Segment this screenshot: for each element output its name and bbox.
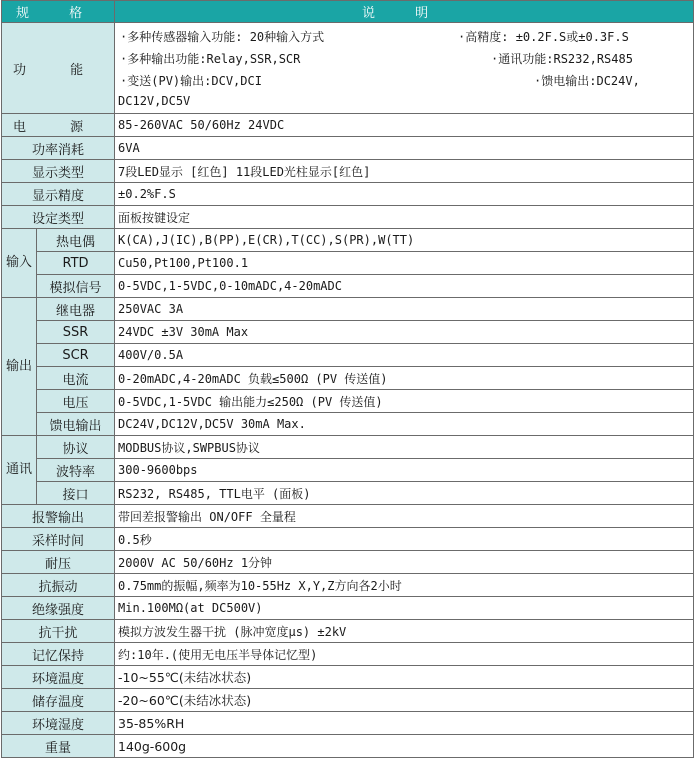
row-value: 140g-600g [115,735,694,758]
function-item: ·变送(PV)输出:DCV,DCI [120,73,262,88]
row-value: 400V/0.5A [115,344,694,367]
table-row [2,367,694,390]
row-value: 0.5秒 [115,528,694,551]
function-item: ·馈电输出:DC24V, [534,73,640,88]
row-label: 电流 [37,367,115,390]
table-row [2,298,694,321]
header-spec: 规 格 [2,1,115,23]
row-label: 协议 [37,436,115,459]
row-label: SSR [37,321,115,344]
table-row [2,620,694,643]
row-value: 带回差报警输出 ON/OFF 全量程 [115,505,694,528]
row-value: 24VDC ±3V 30mA Max [115,321,694,344]
header-row [2,1,694,23]
row-value: 300-9600bps [115,459,694,482]
row-value: 0-20mADC,4-20mADC 负载≤500Ω (PV 传送值) [115,367,694,390]
row-value: 6VA [115,137,694,160]
function-label: 功 能 [2,23,115,114]
row-value: 0-5VDC,1-5VDC 输出能力≤250Ω (PV 传送值) [115,390,694,413]
table-row [2,482,694,505]
header-desc: 说 明 [115,1,694,23]
row-label: RTD [37,252,115,275]
row-label: 电 源 [2,114,115,137]
row-value: 模拟方波发生器干扰 (脉冲宽度μs) ±2kV [115,620,694,643]
table-row [2,275,694,298]
row-label: 绝缘强度 [2,597,115,620]
row-value: 7段LED显示 [红色] 11段LED光柱显示[红色] [115,160,694,183]
row-value: -20~60℃(未结冰状态) [115,689,694,712]
row-label: 环境湿度 [2,712,115,735]
function-item: ·高精度: ±0.2F.S或±0.3F.S [458,29,629,44]
row-label: SCR [37,344,115,367]
row-label: 耐压 [2,551,115,574]
table-row [2,114,694,137]
row-value: 面板按键设定 [115,206,694,229]
row-label: 记忆保持 [2,643,115,666]
row-label: 功率消耗 [2,137,115,160]
row-value: RS232, RS485, TTL电平 (面板) [115,482,694,505]
table-row [2,505,694,528]
table-row [2,735,694,758]
row-label: 波特率 [37,459,115,482]
function-row [2,23,694,114]
row-value: -10~55℃(未结冰状态) [115,666,694,689]
spec-table [1,0,694,758]
table-row [2,137,694,160]
row-label: 热电偶 [37,229,115,252]
row-label: 设定类型 [2,206,115,229]
row-value: Cu50,Pt100,Pt100.1 [115,252,694,275]
row-value: DC24V,DC12V,DC5V 30mA Max. [115,413,694,436]
function-item: ·多种输出功能:Relay,SSR,SCR [120,51,301,66]
comm-group-label: 通讯 [2,436,37,505]
table-row [2,436,694,459]
table-row [2,666,694,689]
row-label: 环境温度 [2,666,115,689]
row-label: 显示精度 [2,183,115,206]
table-row [2,206,694,229]
table-row [2,160,694,183]
row-label: 电压 [37,390,115,413]
row-label: 采样时间 [2,528,115,551]
row-value: 85-260VAC 50/60Hz 24VDC [115,114,694,137]
row-label: 储存温度 [2,689,115,712]
input-group-label: 输入 [2,229,37,298]
row-value: ±0.2%F.S [115,183,694,206]
table-row [2,689,694,712]
row-value: MODBUS协议,SWPBUS协议 [115,436,694,459]
row-label: 抗振动 [2,574,115,597]
row-label: 重量 [2,735,115,758]
function-item: DC12V,DC5V [118,93,191,108]
row-label: 继电器 [37,298,115,321]
table-row [2,252,694,275]
row-value: K(CA),J(IC),B(PP),E(CR),T(CC),S(PR),W(TT) [115,229,694,252]
row-value: 250VAC 3A [115,298,694,321]
row-value: 35-85%RH [115,712,694,735]
row-label: 显示类型 [2,160,115,183]
function-item: ·通讯功能:RS232,RS485 [491,51,633,66]
table-row [2,551,694,574]
table-row [2,528,694,551]
table-row [2,321,694,344]
row-label: 接口 [37,482,115,505]
table-row [2,229,694,252]
row-value: 2000V AC 50/60Hz 1分钟 [115,551,694,574]
table-row [2,597,694,620]
row-value: 0-5VDC,1-5VDC,0-10mADC,4-20mADC [115,275,694,298]
table-row [2,712,694,735]
table-row [2,574,694,597]
table-row [2,390,694,413]
row-value: 约:10年.(使用无电压半导体记忆型) [115,643,694,666]
table-row [2,413,694,436]
row-value: 0.75mm的振幅,频率为10-55Hz X,Y,Z方向各2小时 [115,574,694,597]
function-value [115,23,694,114]
row-label: 报警输出 [2,505,115,528]
row-label: 抗干扰 [2,620,115,643]
row-value: Min.100MΩ(at DC500V) [115,597,694,620]
table-row [2,183,694,206]
table-row [2,459,694,482]
table-row [2,643,694,666]
row-label: 模拟信号 [37,275,115,298]
row-label: 馈电输出 [37,413,115,436]
function-item: ·多种传感器输入功能: 20种输入方式 [120,29,325,44]
table-row [2,344,694,367]
output-group-label: 输出 [2,298,37,436]
